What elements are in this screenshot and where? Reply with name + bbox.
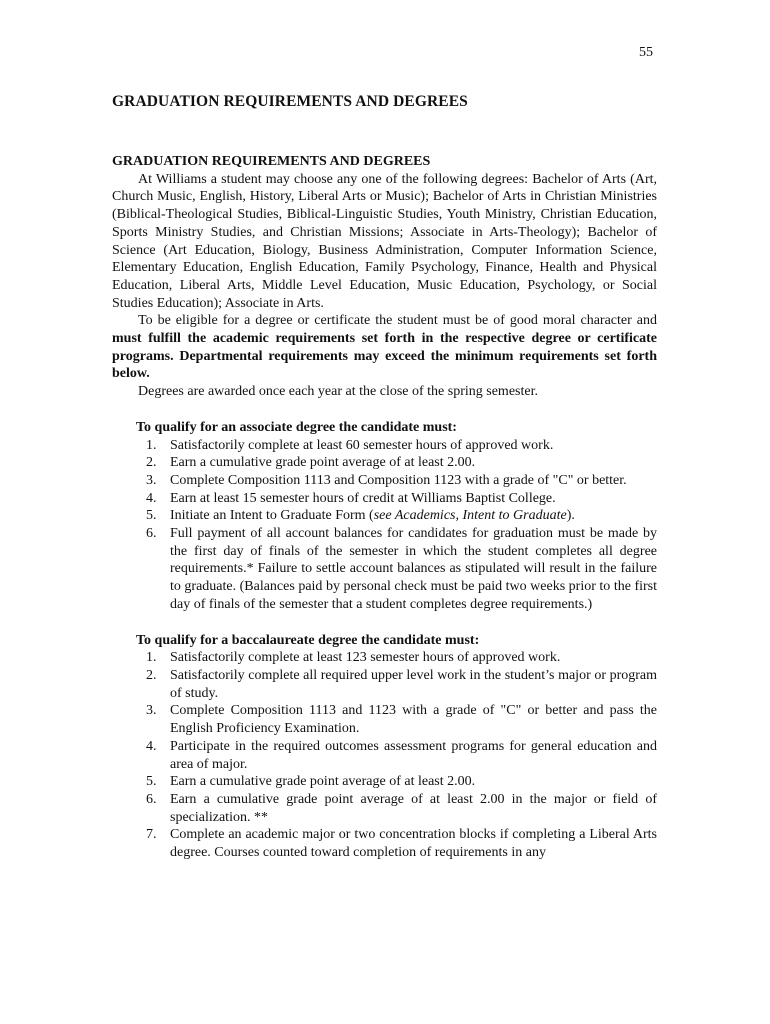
awarded-paragraph: Degrees are awarded once each year at the close of the spring semester. [138, 384, 538, 400]
list-item: 1. Satisfactorily complete at least 60 semester hours of approved work. [146, 437, 554, 453]
list-item: 7. Complete an academic major or two concentration blocks if completing a Liberal Arts degree. Courses counted toward completion of requirements in any [146, 827, 657, 861]
eligibility-bold-text: must fulfill the academic requirements set forth in the respective degree or certificate programs. Departmental requirements may exceed the minimum requirements set forth below. [112, 331, 657, 382]
list-item: 1. Satisfactorily complete at least 123 semester hours of approved work. [146, 650, 561, 666]
list-item: 4. Participate in the required outcomes assessment programs for general education and area of major. [146, 738, 657, 772]
page-number: 55 [639, 45, 653, 60]
baccalaureate-requirements-title: To qualify for a baccalaureate degree the candidate must: [136, 632, 480, 648]
section-heading: GRADUATION REQUIREMENTS AND DEGREES [112, 154, 431, 169]
associate-requirements-list [112, 437, 657, 614]
associate-requirements-title: To qualify for an associate degree the candidate must: [136, 419, 457, 435]
list-item: 6. Full payment of all account balances for candidates for graduation must be made by the first day of finals of the semester in which the student completes all degree requirements.* Failure to settle account balances as stipulated will result in the failure to graduate. (Balances paid by personal check must be paid two weeks prior to the first day of finals of the semester that a student completes degree requirements.) [146, 526, 657, 612]
list-item: 3. Complete Composition 1113 and 1123 with a grade of "C" or better and pass the English Proficiency Examination. [146, 703, 657, 737]
degrees-paragraph: At Williams a student may choose any one of the following degrees: Bachelor of Arts (Art, Church Music, English, History, Liberal Arts or Music); Bachelor of Arts in Christian Ministries (Biblical-Theological Studies, Biblical-Linguistic Studies, Youth Ministry, Christian Education, Sports Ministry Studies, and Christian Missions; Associate in Arts-Theology); Bachelor of Science (Art Education, Biology, Business Administration, Computer Information Science, Elementary Education, English Education, Family Psychology, Finance, Health and Physical Education, Liberal Arts, Middle Level Education, Music Education, Psychology, or Social Studies Education); Associate in Arts. [112, 171, 657, 311]
list-item: 5. Earn a cumulative grade point average of at least 2.00. [146, 774, 476, 790]
page-title: GRADUATION REQUIREMENTS AND DEGREES [112, 93, 468, 110]
list-item: 5. Initiate an Intent to Graduate Form (see Academics, Intent to Graduate). [146, 508, 575, 524]
eligibility-paragraph [112, 312, 657, 383]
document-body [112, 153, 657, 862]
eligibility-text: To be eligible for a degree or certificate the student must be of good moral character and [138, 313, 657, 329]
list-item: 2. Satisfactorily complete all required upper level work in the student’s major or program of study. [146, 667, 657, 701]
list-item: 4. Earn at least 15 semester hours of credit at Williams Baptist College. [146, 490, 556, 506]
list-item: 2. Earn a cumulative grade point average of at least 2.00. [146, 455, 476, 471]
baccalaureate-requirements-list [112, 649, 657, 861]
cross-reference: see Academics, Intent to Graduate [373, 508, 567, 524]
list-item: 3. Complete Composition 1113 and Composition 1123 with a grade of "C" or better. [146, 472, 627, 488]
list-item: 6. Earn a cumulative grade point average of at least 2.00 in the major or field of specialization. ** [146, 791, 657, 825]
